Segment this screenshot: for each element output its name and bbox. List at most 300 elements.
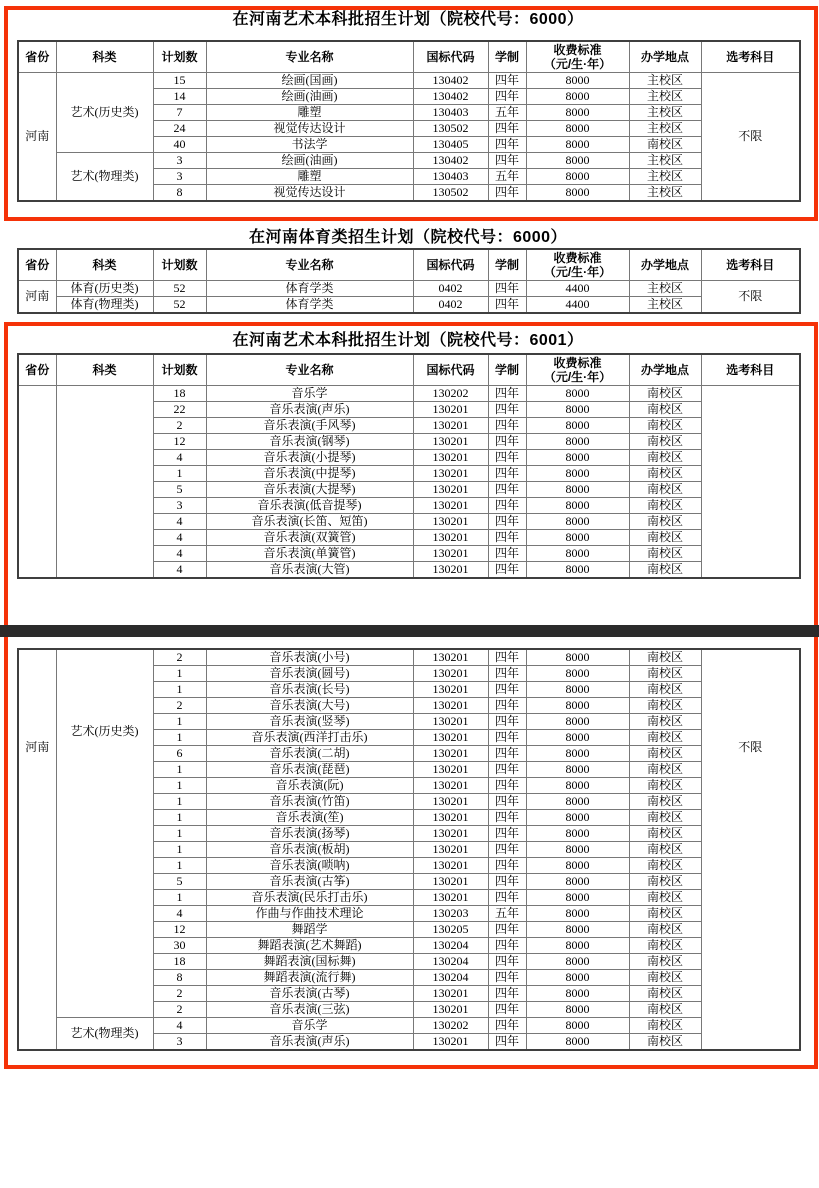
cell-tuition: 8000	[526, 1002, 629, 1018]
cell-tuition: 8000	[526, 906, 629, 922]
cell-duration: 四年	[488, 649, 526, 666]
cell-duration: 五年	[488, 105, 526, 121]
cell-major-name: 音乐表演(大提琴)	[206, 482, 413, 498]
cell-tuition: 8000	[526, 842, 629, 858]
cell-duration: 四年	[488, 73, 526, 89]
table-header-row-group	[18, 41, 800, 73]
cell-tuition: 8000	[526, 810, 629, 826]
cell-tuition: 8000	[526, 530, 629, 546]
cell-national-code: 130201	[413, 762, 488, 778]
cell-major-name: 体育学类	[206, 281, 413, 297]
cell-campus: 南校区	[629, 698, 701, 714]
cell-major-name: 舞蹈表演(流行舞)	[206, 970, 413, 986]
cell-national-code: 130201	[413, 778, 488, 794]
cell-major-name: 音乐表演(手风琴)	[206, 418, 413, 434]
cell-major-name: 音乐表演(钢琴)	[206, 434, 413, 450]
cell-tuition: 8000	[526, 890, 629, 906]
cell-campus: 南校区	[629, 810, 701, 826]
cell-campus: 南校区	[629, 386, 701, 402]
cell-plan-count: 52	[153, 297, 206, 314]
cell-duration: 四年	[488, 1002, 526, 1018]
cell-duration: 四年	[488, 386, 526, 402]
cell-major-name: 音乐表演(长笛、短笛)	[206, 514, 413, 530]
cell-elective-subjects	[701, 386, 800, 579]
cell-major-name: 音乐学	[206, 1018, 413, 1034]
column-header-3: 专业名称	[206, 249, 413, 281]
cell-national-code: 130402	[413, 153, 488, 169]
cell-major-name: 雕塑	[206, 169, 413, 185]
cell-national-code: 130201	[413, 730, 488, 746]
cell-duration: 四年	[488, 121, 526, 137]
cell-plan-count: 1	[153, 826, 206, 842]
cell-major-name: 音乐表演(中提琴)	[206, 466, 413, 482]
cell-major-name: 音乐表演(阮)	[206, 778, 413, 794]
cell-plan-count: 30	[153, 938, 206, 954]
cell-national-code: 130201	[413, 890, 488, 906]
cell-tuition: 8000	[526, 450, 629, 466]
cell-major-name: 音乐表演(笙)	[206, 810, 413, 826]
cell-plan-count: 1	[153, 842, 206, 858]
column-header-3: 专业名称	[206, 41, 413, 73]
cell-tuition: 8000	[526, 386, 629, 402]
cell-duration: 四年	[488, 153, 526, 169]
table-row	[18, 1018, 800, 1034]
cell-plan-count: 1	[153, 762, 206, 778]
cell-tuition: 8000	[526, 169, 629, 185]
cell-major-name: 音乐表演(双簧管)	[206, 530, 413, 546]
cell-campus: 南校区	[629, 970, 701, 986]
cell-tuition: 8000	[526, 986, 629, 1002]
cell-national-code: 130204	[413, 954, 488, 970]
table-row	[18, 649, 800, 666]
cell-campus: 南校区	[629, 714, 701, 730]
cell-campus: 南校区	[629, 434, 701, 450]
cell-national-code: 130201	[413, 482, 488, 498]
cell-major-name: 书法学	[206, 137, 413, 153]
cell-plan-count: 40	[153, 137, 206, 153]
cell-tuition: 8000	[526, 1018, 629, 1034]
cell-national-code: 130201	[413, 858, 488, 874]
cell-national-code: 130204	[413, 938, 488, 954]
cell-duration: 四年	[488, 794, 526, 810]
cell-national-code: 130201	[413, 826, 488, 842]
cell-major-name: 音乐表演(三弦)	[206, 1002, 413, 1018]
column-header-7: 办学地点	[629, 41, 701, 73]
cell-major-name: 舞蹈学	[206, 922, 413, 938]
column-header-6: 收费标准 （元/生·年）	[526, 41, 629, 73]
cell-major-name: 音乐表演(声乐)	[206, 1034, 413, 1051]
cell-major-name: 音乐表演(小号)	[206, 649, 413, 666]
cell-plan-count: 2	[153, 649, 206, 666]
column-header-0: 省份	[18, 41, 56, 73]
cell-tuition: 8000	[526, 418, 629, 434]
table-header-row-group	[18, 354, 800, 386]
cell-tuition: 4400	[526, 281, 629, 297]
header-row	[18, 41, 800, 73]
cell-national-code: 130201	[413, 1034, 488, 1051]
cell-campus: 南校区	[629, 746, 701, 762]
cell-plan-count: 6	[153, 746, 206, 762]
cell-campus: 主校区	[629, 169, 701, 185]
cell-campus: 南校区	[629, 778, 701, 794]
cell-plan-count: 14	[153, 89, 206, 105]
cell-campus: 南校区	[629, 890, 701, 906]
cell-campus: 南校区	[629, 842, 701, 858]
plan-table-sports-6000	[17, 248, 801, 314]
cell-elective-subjects: 不限	[701, 73, 800, 202]
cell-major-name: 音乐表演(大管)	[206, 562, 413, 579]
cell-category: 艺术(历史类)	[56, 73, 153, 153]
cell-category: 体育(物理类)	[56, 297, 153, 314]
cell-national-code: 130202	[413, 1018, 488, 1034]
cell-campus: 主校区	[629, 121, 701, 137]
cell-campus: 南校区	[629, 922, 701, 938]
column-header-2: 计划数	[153, 249, 206, 281]
cell-campus: 南校区	[629, 418, 701, 434]
cell-campus: 南校区	[629, 874, 701, 890]
cell-campus: 主校区	[629, 73, 701, 89]
cell-province	[18, 386, 56, 579]
cell-duration: 四年	[488, 450, 526, 466]
cell-national-code: 130201	[413, 649, 488, 666]
cell-campus: 南校区	[629, 666, 701, 682]
cell-duration: 四年	[488, 922, 526, 938]
column-header-2: 计划数	[153, 41, 206, 73]
cell-national-code: 130405	[413, 137, 488, 153]
cell-duration: 四年	[488, 746, 526, 762]
cell-tuition: 4400	[526, 297, 629, 314]
cell-tuition: 8000	[526, 714, 629, 730]
cell-major-name: 音乐表演(长号)	[206, 682, 413, 698]
cell-province: 河南	[18, 73, 56, 202]
cell-duration: 四年	[488, 826, 526, 842]
cell-national-code: 130201	[413, 1002, 488, 1018]
cell-plan-count: 4	[153, 546, 206, 562]
cell-major-name: 音乐表演(民乐打击乐)	[206, 890, 413, 906]
cell-major-name: 舞蹈表演(国标舞)	[206, 954, 413, 970]
cell-plan-count: 4	[153, 514, 206, 530]
cell-major-name: 视觉传达设计	[206, 185, 413, 202]
cell-major-name: 音乐表演(竖琴)	[206, 714, 413, 730]
cell-tuition: 8000	[526, 482, 629, 498]
column-header-6: 收费标准 （元/生·年）	[526, 249, 629, 281]
column-header-4: 国标代码	[413, 41, 488, 73]
cell-tuition: 8000	[526, 121, 629, 137]
cell-plan-count: 15	[153, 73, 206, 89]
cell-tuition: 8000	[526, 874, 629, 890]
cell-campus: 南校区	[629, 794, 701, 810]
cell-national-code: 130201	[413, 450, 488, 466]
cell-campus: 南校区	[629, 906, 701, 922]
cell-national-code: 130402	[413, 89, 488, 105]
cell-campus: 主校区	[629, 185, 701, 202]
cell-campus: 南校区	[629, 730, 701, 746]
cell-plan-count: 18	[153, 386, 206, 402]
cell-national-code: 130201	[413, 434, 488, 450]
column-header-0: 省份	[18, 354, 56, 386]
table-header-row-group	[18, 249, 800, 281]
cell-tuition: 8000	[526, 546, 629, 562]
cell-major-name: 音乐表演(圆号)	[206, 666, 413, 682]
cell-major-name: 绘画(国画)	[206, 73, 413, 89]
cell-national-code: 130403	[413, 105, 488, 121]
cell-duration: 四年	[488, 938, 526, 954]
cell-plan-count: 4	[153, 562, 206, 579]
cell-duration: 四年	[488, 730, 526, 746]
cell-duration: 四年	[488, 137, 526, 153]
cell-tuition: 8000	[526, 730, 629, 746]
cell-major-name: 音乐表演(古筝)	[206, 874, 413, 890]
cell-national-code: 130201	[413, 810, 488, 826]
cell-duration: 五年	[488, 169, 526, 185]
cell-province: 河南	[18, 281, 56, 314]
cell-national-code: 130201	[413, 402, 488, 418]
cell-national-code: 130201	[413, 698, 488, 714]
cell-campus: 南校区	[629, 1018, 701, 1034]
cell-plan-count: 3	[153, 498, 206, 514]
cell-major-name: 绘画(油画)	[206, 153, 413, 169]
table-title-art-6001: 在河南艺术本科批招生计划（院校代号：6001）	[232, 332, 584, 349]
plan-table-art-6001-page1	[17, 353, 801, 579]
table-row	[18, 297, 800, 314]
cell-national-code: 130201	[413, 546, 488, 562]
cell-campus: 南校区	[629, 482, 701, 498]
cell-duration: 四年	[488, 954, 526, 970]
cell-national-code: 130201	[413, 842, 488, 858]
column-header-8: 选考科目	[701, 41, 800, 73]
cell-tuition: 8000	[526, 89, 629, 105]
column-header-3: 专业名称	[206, 354, 413, 386]
cell-campus: 南校区	[629, 986, 701, 1002]
cell-duration: 四年	[488, 842, 526, 858]
cell-major-name: 音乐表演(二胡)	[206, 746, 413, 762]
cell-tuition: 8000	[526, 970, 629, 986]
cell-plan-count: 4	[153, 906, 206, 922]
cell-national-code: 130201	[413, 562, 488, 579]
cell-campus: 南校区	[629, 498, 701, 514]
cell-category: 体育(历史类)	[56, 281, 153, 297]
cell-major-name: 音乐表演(唢呐)	[206, 858, 413, 874]
column-header-8: 选考科目	[701, 249, 800, 281]
column-header-4: 国标代码	[413, 354, 488, 386]
cell-plan-count: 2	[153, 986, 206, 1002]
cell-tuition: 8000	[526, 466, 629, 482]
column-header-7: 办学地点	[629, 249, 701, 281]
cell-duration: 四年	[488, 762, 526, 778]
cell-national-code: 130201	[413, 498, 488, 514]
cell-duration: 四年	[488, 466, 526, 482]
cell-campus: 南校区	[629, 682, 701, 698]
cell-campus: 主校区	[629, 297, 701, 314]
cell-tuition: 8000	[526, 153, 629, 169]
cell-plan-count: 2	[153, 698, 206, 714]
cell-plan-count: 8	[153, 970, 206, 986]
cell-elective-subjects: 不限	[701, 649, 800, 1050]
cell-national-code: 130201	[413, 874, 488, 890]
column-header-2: 计划数	[153, 354, 206, 386]
cell-campus: 南校区	[629, 954, 701, 970]
cell-duration: 四年	[488, 1018, 526, 1034]
cell-major-name: 音乐表演(声乐)	[206, 402, 413, 418]
cell-duration: 四年	[488, 281, 526, 297]
cell-national-code: 130202	[413, 386, 488, 402]
cell-campus: 南校区	[629, 649, 701, 666]
cell-duration: 四年	[488, 418, 526, 434]
table-row	[18, 386, 800, 402]
cell-national-code: 130201	[413, 530, 488, 546]
cell-tuition: 8000	[526, 794, 629, 810]
cell-plan-count: 1	[153, 666, 206, 682]
cell-tuition: 8000	[526, 1034, 629, 1051]
cell-plan-count: 1	[153, 858, 206, 874]
table-body	[18, 73, 800, 202]
page-break-bar	[0, 625, 819, 637]
cell-major-name: 体育学类	[206, 297, 413, 314]
cell-national-code: 0402	[413, 281, 488, 297]
cell-duration: 四年	[488, 297, 526, 314]
table-row	[18, 281, 800, 297]
cell-duration: 四年	[488, 546, 526, 562]
cell-duration: 四年	[488, 890, 526, 906]
cell-duration: 四年	[488, 714, 526, 730]
cell-category: 艺术(物理类)	[56, 153, 153, 202]
cell-tuition: 8000	[526, 746, 629, 762]
cell-tuition: 8000	[526, 514, 629, 530]
cell-major-name: 音乐表演(大号)	[206, 698, 413, 714]
cell-major-name: 绘画(油画)	[206, 89, 413, 105]
cell-tuition: 8000	[526, 649, 629, 666]
cell-campus: 南校区	[629, 514, 701, 530]
cell-plan-count: 4	[153, 530, 206, 546]
plan-table-art-6000	[17, 40, 801, 202]
header-row	[18, 354, 800, 386]
cell-campus: 主校区	[629, 105, 701, 121]
cell-national-code: 130201	[413, 418, 488, 434]
cell-duration: 四年	[488, 498, 526, 514]
column-header-7: 办学地点	[629, 354, 701, 386]
table-body	[18, 281, 800, 314]
cell-plan-count: 1	[153, 682, 206, 698]
cell-campus: 主校区	[629, 281, 701, 297]
column-header-1: 科类	[56, 41, 153, 73]
cell-plan-count: 12	[153, 434, 206, 450]
cell-duration: 五年	[488, 906, 526, 922]
cell-province: 河南	[18, 649, 56, 1050]
cell-duration: 四年	[488, 778, 526, 794]
cell-major-name: 音乐表演(单簧管)	[206, 546, 413, 562]
column-header-5: 学制	[488, 354, 526, 386]
cell-duration: 四年	[488, 858, 526, 874]
cell-campus: 南校区	[629, 826, 701, 842]
cell-duration: 四年	[488, 986, 526, 1002]
cell-duration: 四年	[488, 682, 526, 698]
cell-plan-count: 4	[153, 1018, 206, 1034]
cell-tuition: 8000	[526, 938, 629, 954]
column-header-4: 国标代码	[413, 249, 488, 281]
header-row	[18, 249, 800, 281]
column-header-5: 学制	[488, 41, 526, 73]
cell-duration: 四年	[488, 698, 526, 714]
cell-national-code: 130201	[413, 682, 488, 698]
cell-plan-count: 1	[153, 794, 206, 810]
cell-campus: 主校区	[629, 153, 701, 169]
cell-major-name: 音乐学	[206, 386, 413, 402]
cell-national-code: 130201	[413, 466, 488, 482]
cell-tuition: 8000	[526, 954, 629, 970]
cell-major-name: 雕塑	[206, 105, 413, 121]
cell-campus: 南校区	[629, 546, 701, 562]
cell-tuition: 8000	[526, 698, 629, 714]
cell-tuition: 8000	[526, 682, 629, 698]
cell-plan-count: 1	[153, 890, 206, 906]
cell-major-name: 音乐表演(竹笛)	[206, 794, 413, 810]
plan-table-art-6001-page2	[17, 648, 801, 1051]
cell-plan-count: 5	[153, 482, 206, 498]
cell-plan-count: 3	[153, 169, 206, 185]
cell-major-name: 视觉传达设计	[206, 121, 413, 137]
cell-duration: 四年	[488, 970, 526, 986]
cell-major-name: 音乐表演(低音提琴)	[206, 498, 413, 514]
cell-tuition: 8000	[526, 778, 629, 794]
cell-tuition: 8000	[526, 498, 629, 514]
cell-tuition: 8000	[526, 922, 629, 938]
cell-national-code: 130201	[413, 514, 488, 530]
table-title-sports-6000: 在河南体育类招生计划（院校代号：6000）	[248, 229, 568, 246]
cell-duration: 四年	[488, 185, 526, 202]
cell-national-code: 130201	[413, 986, 488, 1002]
cell-duration: 四年	[488, 434, 526, 450]
cell-plan-count: 2	[153, 1002, 206, 1018]
column-header-6: 收费标准 （元/生·年）	[526, 354, 629, 386]
cell-plan-count: 12	[153, 922, 206, 938]
cell-category	[56, 386, 153, 579]
cell-duration: 四年	[488, 514, 526, 530]
cell-tuition: 8000	[526, 858, 629, 874]
cell-national-code: 0402	[413, 297, 488, 314]
column-header-1: 科类	[56, 249, 153, 281]
cell-campus: 南校区	[629, 1002, 701, 1018]
column-header-0: 省份	[18, 249, 56, 281]
cell-campus: 南校区	[629, 137, 701, 153]
cell-campus: 南校区	[629, 1034, 701, 1051]
cell-campus: 南校区	[629, 450, 701, 466]
cell-plan-count: 1	[153, 730, 206, 746]
cell-duration: 四年	[488, 666, 526, 682]
cell-campus: 南校区	[629, 402, 701, 418]
cell-plan-count: 1	[153, 778, 206, 794]
cell-tuition: 8000	[526, 105, 629, 121]
table-row	[18, 73, 800, 89]
cell-major-name: 音乐表演(板胡)	[206, 842, 413, 858]
cell-plan-count: 52	[153, 281, 206, 297]
cell-plan-count: 18	[153, 954, 206, 970]
cell-national-code: 130204	[413, 970, 488, 986]
cell-tuition: 8000	[526, 762, 629, 778]
cell-tuition: 8000	[526, 562, 629, 579]
cell-tuition: 8000	[526, 185, 629, 202]
cell-duration: 四年	[488, 482, 526, 498]
cell-tuition: 8000	[526, 73, 629, 89]
cell-category: 艺术(物理类)	[56, 1018, 153, 1051]
table-body	[18, 649, 800, 1050]
cell-tuition: 8000	[526, 137, 629, 153]
cell-major-name: 作曲与作曲技术理论	[206, 906, 413, 922]
cell-plan-count: 22	[153, 402, 206, 418]
cell-plan-count: 4	[153, 450, 206, 466]
column-header-5: 学制	[488, 249, 526, 281]
cell-duration: 四年	[488, 530, 526, 546]
cell-category: 艺术(历史类)	[56, 649, 153, 1018]
